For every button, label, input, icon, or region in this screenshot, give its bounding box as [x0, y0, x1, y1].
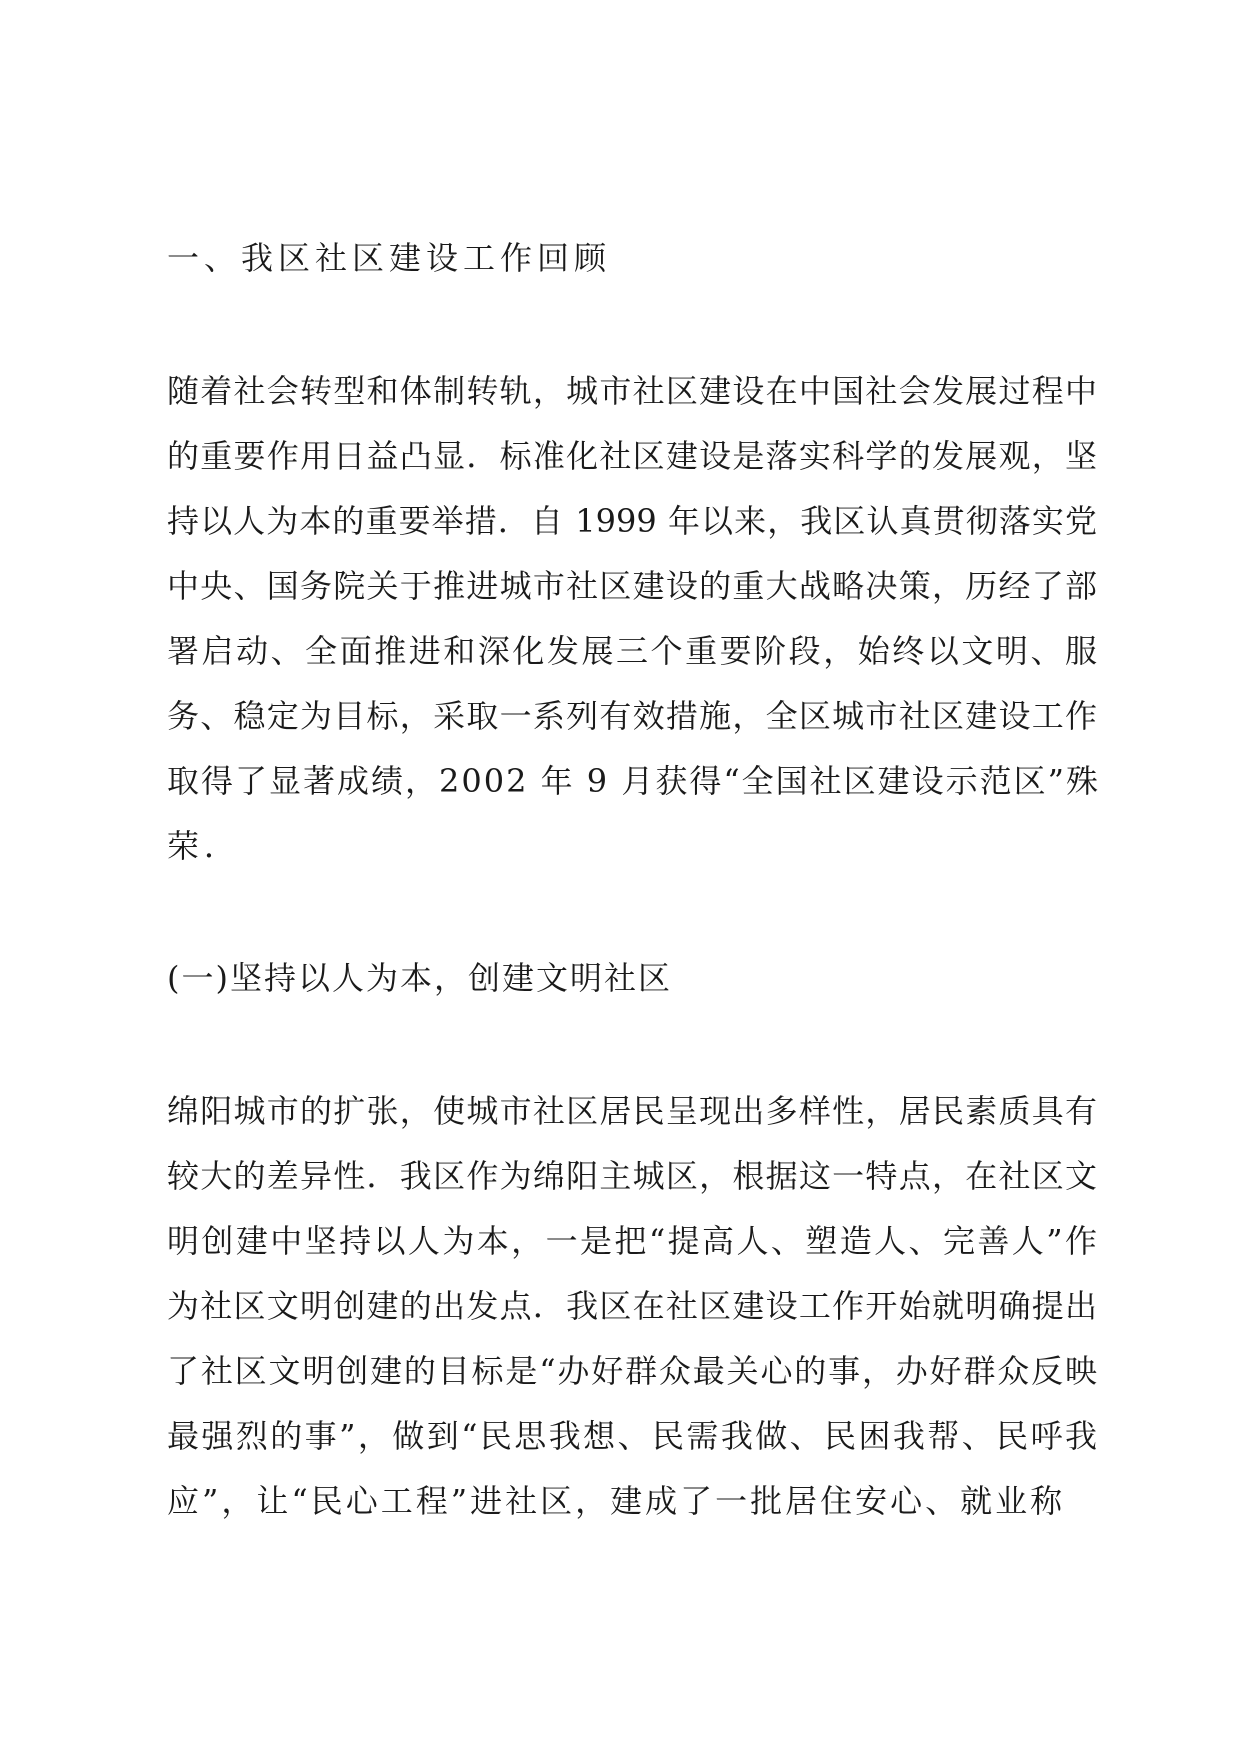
paragraph-line: 较大的差异性．我区作为绵阳主城区，根据这一特点，在社区文 [167, 1157, 1097, 1195]
paragraph-line: 取得了显著成绩，2002 年 9 月获得“全国社区建设示范区”殊 [167, 762, 1101, 800]
paragraph-line: 为社区文明创建的出发点．我区在社区建设工作开始就明确提出 [167, 1287, 1097, 1325]
paragraph-line: 最强烈的事”，做到“民思我想、民需我做、民困我帮、民呼我 [167, 1417, 1097, 1455]
paragraph-line: 持以人为本的重要举措．自 1999 年以来，我区认真贯彻落实党 [167, 502, 1097, 540]
paragraph-line: 了社区文明创建的目标是“办好群众最关心的事，办好群众反映 [167, 1352, 1097, 1390]
paragraph-1 [167, 359, 1101, 879]
paragraph-line: 的重要作用日益凸显．标准化社区建设是落实科学的发展观，坚 [167, 437, 1097, 475]
paragraph-line: 应”，让“民心工程”进社区，建成了一批居住安心、就业称 [167, 1482, 1066, 1520]
spacer [167, 291, 1097, 359]
section-heading-1: 一、我区社区建设工作回顾 [167, 239, 612, 277]
paragraph-line: 随着社会转型和体制转轨，城市社区建设在中国社会发展过程中 [167, 372, 1097, 410]
section-heading-2: (一)坚持以人为本，创建文明社区 [167, 959, 672, 997]
spacer [167, 1011, 1097, 1079]
paragraph-line: 明创建中坚持以人为本，一是把“提高人、塑造人、完善人”作 [167, 1222, 1097, 1260]
paragraph-line: 务、稳定为目标，采取一系列有效措施，全区城市社区建设工作 [167, 697, 1097, 735]
paragraph-line: 中央、国务院关于推进城市社区建设的重大战略决策，历经了部 [167, 567, 1097, 605]
paragraph-2 [167, 1079, 1097, 1534]
paragraph-line: 绵阳城市的扩张，使城市社区居民呈现出多样性，居民素质具有 [167, 1092, 1097, 1130]
paragraph-line: 荣． [167, 827, 242, 865]
document-body [167, 226, 1101, 1534]
spacer [167, 879, 1097, 946]
paragraph-line: 署启动、全面推进和深化发展三个重要阶段，始终以文明、服 [167, 632, 1097, 670]
